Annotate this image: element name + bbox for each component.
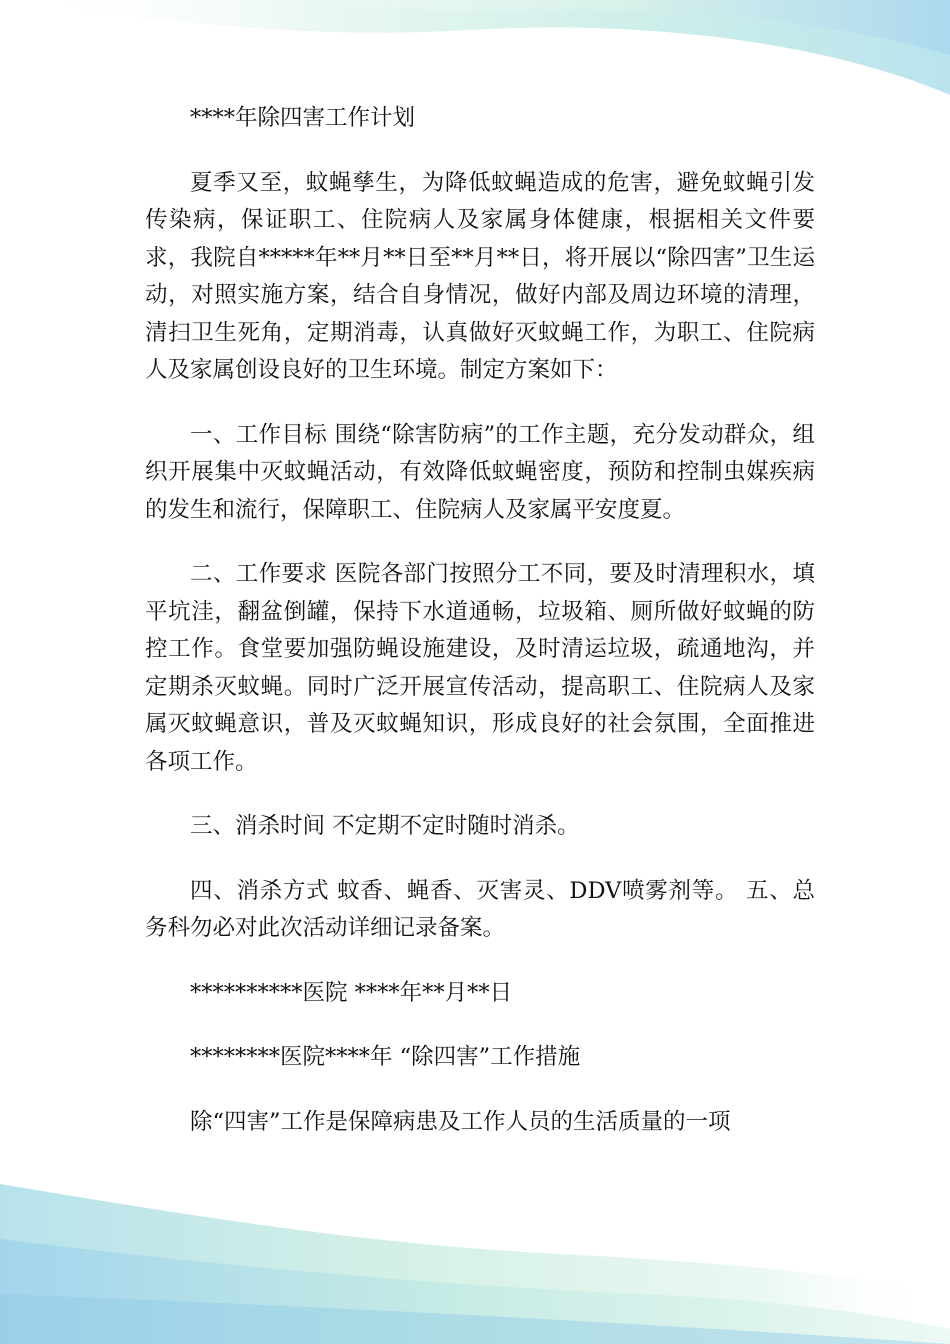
section-disinfection-method: 四、消杀方式 蚊香、蝇香、灭害灵、DDV喷雾剂等。 五、总务科勿必对此次活动详细记录备案。 xyxy=(145,877,815,941)
document-body xyxy=(145,100,815,1168)
section-work-goal: 一、工作目标 围绕“除害防病”的工作主题，充分发动群众，组织开展集中灭蚊蝇活动，有效降低蚊蝇密度，预防和控制虫媒疾病的发生和流行，保障职工、住院病人及家属平安度夏。 xyxy=(145,421,815,523)
signature-line: **********医院 ****年**月**日 xyxy=(190,979,513,1006)
second-document-opening: 除“四害”工作是保障病患及工作人员的生活质量的一项 xyxy=(190,1108,731,1135)
footer-wave-decoration xyxy=(0,1144,950,1344)
document-title: ****年除四害工作计划 xyxy=(190,105,416,131)
intro-paragraph: 夏季又至，蚊蝇孳生，为降低蚊蝇造成的危害，避免蚊蝇引发传染病，保证职工、住院病人及家属身体健康，根据相关文件要求，我院自*****年**月**日至**月**日，将开展以“除四害”卫生运动，对照实施方案，结合自身情况，做好内部及周边环境的清理，清扫卫生死角，定期消毒，认真做好灭蚊蝇工作，为职工、住院病人及家属创设良好的卫生环境。制定方案如下： xyxy=(145,169,815,383)
second-document-title: ********医院****年 “除四害”工作措施 xyxy=(190,1044,581,1070)
section-work-requirements: 二、工作要求 医院各部门按照分工不同，要及时清理积水，填平坑洼，翻盆倒罐，保持下水道通畅，垃圾箱、厕所做好蚊蝇的防控工作。食堂要加强防蝇设施建设，及时清运垃圾，疏通地沟，并定期杀灭蚊蝇。同时广泛开展宣传活动，提高职工、住院病人及家属灭蚊蝇意识，普及灭蚊蝇知识，形成良好的社会氛围，全面推进各项工作。 xyxy=(145,561,815,775)
section-disinfection-time: 三、消杀时间 不定期不定时随时消杀。 xyxy=(190,813,580,839)
